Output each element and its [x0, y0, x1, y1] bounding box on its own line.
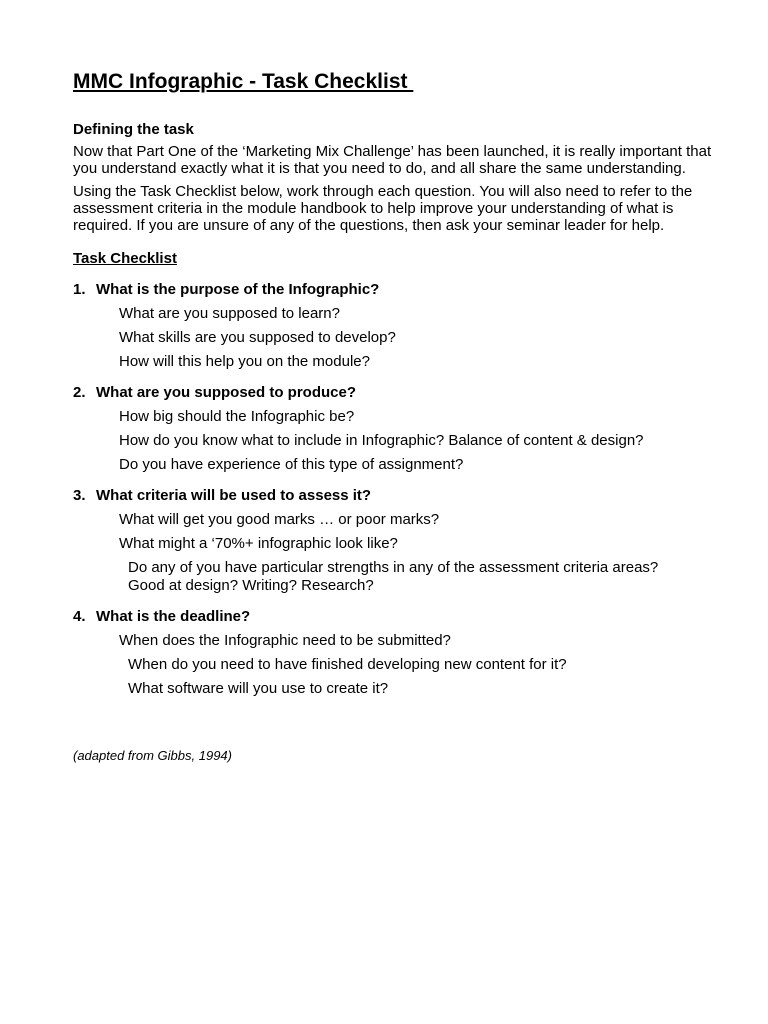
sub-question: When does the Infographic need to be submitted? — [119, 632, 451, 649]
question-2 — [73, 384, 713, 474]
question-number: 1. — [73, 281, 86, 298]
sub-question: What might a ‘70%+ infographic look like? — [119, 535, 398, 552]
sub-question: Do you have experience of this type of assignment? — [119, 456, 464, 473]
sub-question: What are you supposed to learn? — [119, 305, 340, 322]
sub-question: How big should the Infographic be? — [119, 408, 355, 425]
citation: (adapted from Gibbs, 1994) — [73, 748, 232, 763]
question-text: What is the purpose of the Infographic? — [96, 281, 380, 298]
question-number: 4. — [73, 608, 86, 625]
sub-question: Do any of you have particular strengths in any of the assessment criteria areas? — [128, 559, 659, 576]
sub-question: Good at design? Writing? Research? — [128, 577, 374, 594]
document-page — [73, 68, 713, 764]
sub-question: When do you need to have finished developing new content for it? — [128, 656, 567, 673]
question-text: What is the deadline? — [96, 608, 251, 625]
question-1 — [73, 281, 713, 371]
sub-question: How will this help you on the module? — [119, 353, 370, 370]
sub-question: What will get you good marks … or poor marks? — [119, 511, 440, 528]
sub-question: What software will you use to create it? — [128, 680, 389, 697]
question-text: What criteria will be used to assess it? — [96, 487, 372, 504]
question-number: 3. — [73, 487, 86, 504]
defining-task-heading: Defining the task — [73, 121, 194, 138]
sub-question: How do you know what to include in Infographic? Balance of content & design? — [119, 432, 644, 449]
question-3 — [73, 487, 713, 595]
instructions-paragraph: Using the Task Checklist below, work through each question. You will also need to refer to the assessment criteria in the module handbook to help improve your understanding of what is required. If you are unsure of any of the questions, then ask your seminar leader for help. — [73, 183, 693, 234]
intro-paragraph: Now that Part One of the ‘Marketing Mix Challenge’ has been launched, it is really important that you understand exactly what it is that you need to do, and all share the same understanding. — [73, 143, 712, 177]
question-4 — [73, 608, 713, 698]
sub-question: What skills are you supposed to develop? — [119, 329, 396, 346]
task-checklist-heading: Task Checklist — [73, 250, 177, 267]
question-number: 2. — [73, 384, 86, 401]
page-title: MMC Infographic - Task Checklist — [73, 70, 414, 93]
question-text: What are you supposed to produce? — [96, 384, 357, 401]
